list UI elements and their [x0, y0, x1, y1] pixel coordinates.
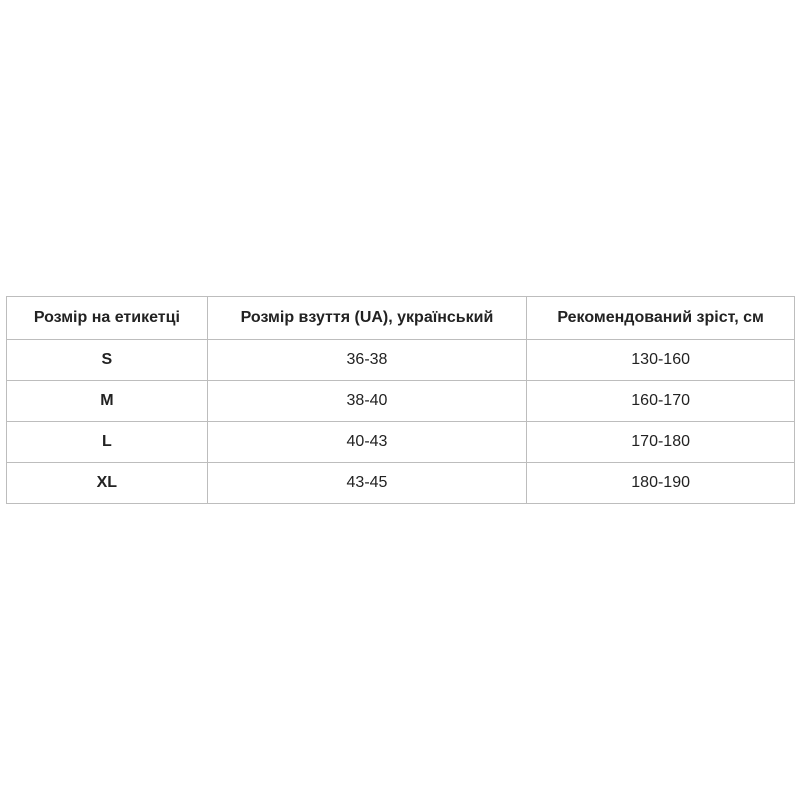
- cell-height: 160-170: [527, 381, 795, 422]
- cell-shoe-size: 40-43: [207, 422, 527, 463]
- cell-height: 130-160: [527, 340, 795, 381]
- cell-label-size: S: [7, 340, 208, 381]
- table-row: [7, 381, 795, 422]
- cell-shoe-size: 43-45: [207, 463, 527, 504]
- table-row: [7, 340, 795, 381]
- header-height: Рекомендований зріст, см: [527, 297, 795, 340]
- cell-label-size: M: [7, 381, 208, 422]
- header-shoe-size: Розмір взуття (UA), український: [207, 297, 527, 340]
- table-row: [7, 422, 795, 463]
- cell-label-size: L: [7, 422, 208, 463]
- table-row: [7, 463, 795, 504]
- cell-label-size: XL: [7, 463, 208, 504]
- header-label-size: Розмір на етикетці: [7, 297, 208, 340]
- table-header: [7, 297, 795, 340]
- cell-height: 180-190: [527, 463, 795, 504]
- cell-shoe-size: 38-40: [207, 381, 527, 422]
- table-body: [7, 340, 795, 504]
- cell-shoe-size: 36-38: [207, 340, 527, 381]
- size-chart-table: [6, 296, 795, 504]
- header-row: [7, 297, 795, 340]
- cell-height: 170-180: [527, 422, 795, 463]
